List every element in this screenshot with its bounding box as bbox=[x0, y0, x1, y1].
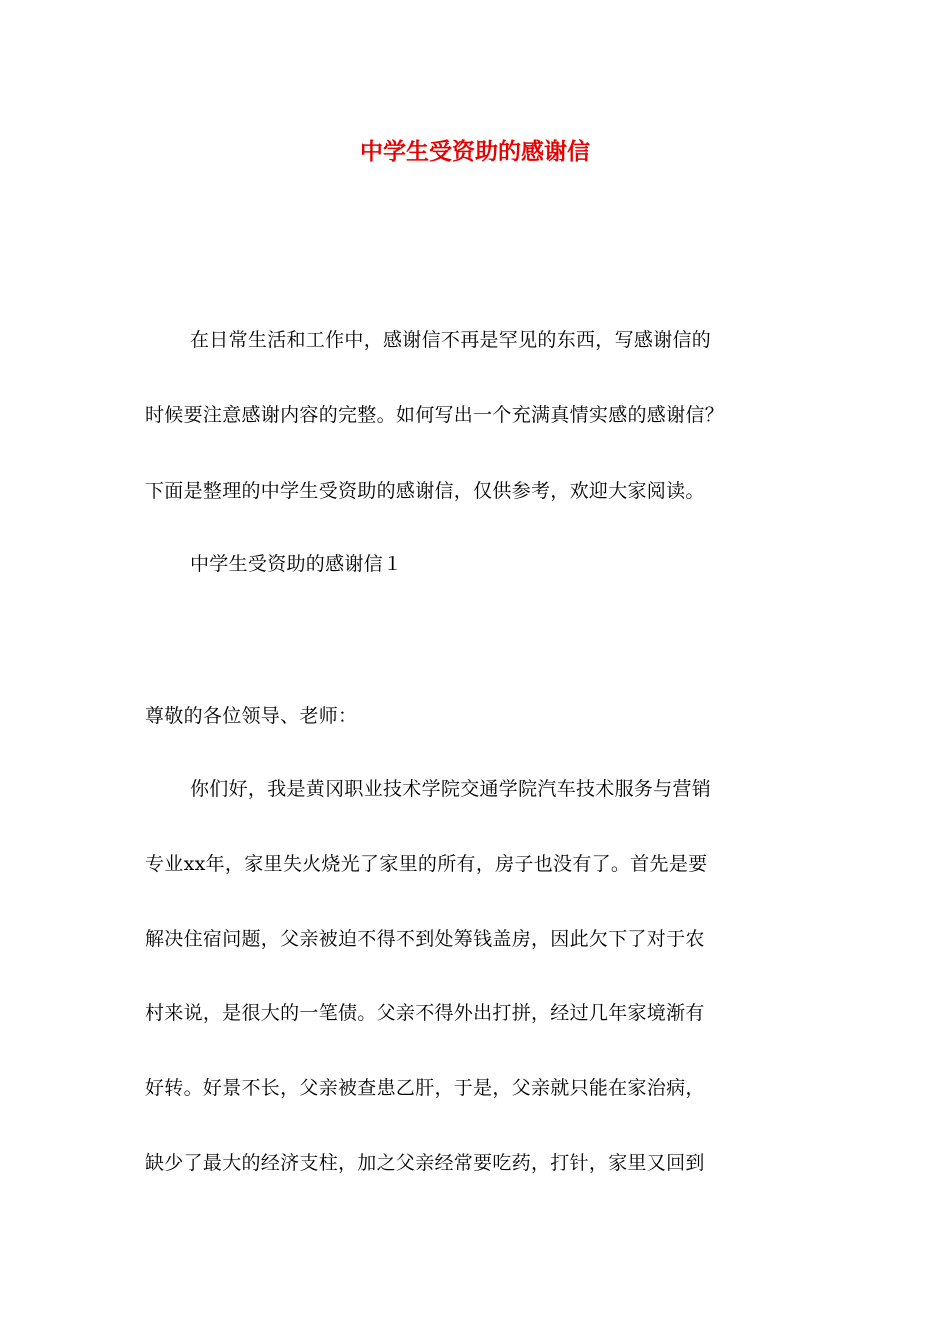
paragraph-line: 好转。好景不长，父亲被查患乙肝，于是，父亲就只能在家治病， bbox=[145, 1077, 705, 1099]
paragraph-line: 村来说，是很大的一笔债。父亲不得外出打拼，经过几年家境渐有 bbox=[145, 1002, 705, 1024]
paragraph-line: 在日常生活和工作中，感谢信不再是罕见的东西，写感谢信的 bbox=[190, 329, 712, 351]
paragraph-line: 专业xx年，家里失火烧光了家里的所有，房子也没有了。首先是要 bbox=[145, 853, 708, 875]
paragraph-line: 缺少了最大的经济支柱，加之父亲经常要吃药，打针，家里又回到 bbox=[145, 1152, 705, 1174]
salutation: 尊敬的各位领导、老师： bbox=[145, 705, 358, 727]
paragraph-line: 下面是整理的中学生受资助的感谢信，仅供参考，欢迎大家阅读。 bbox=[145, 480, 705, 502]
section-heading: 中学生受资助的感谢信１ bbox=[190, 553, 403, 575]
document-title: 中学生受资助的感谢信 bbox=[360, 138, 590, 165]
paragraph-line: 解决住宿问题，父亲被迫不得不到处筹钱盖房，因此欠下了对于农 bbox=[145, 928, 705, 950]
paragraph-line: 时候要注意感谢内容的完整。如何写出一个充满真情实感的感谢信？ bbox=[145, 404, 725, 426]
paragraph-line: 你们好，我是黄冈职业技术学院交通学院汽车技术服务与营销 bbox=[190, 778, 712, 800]
